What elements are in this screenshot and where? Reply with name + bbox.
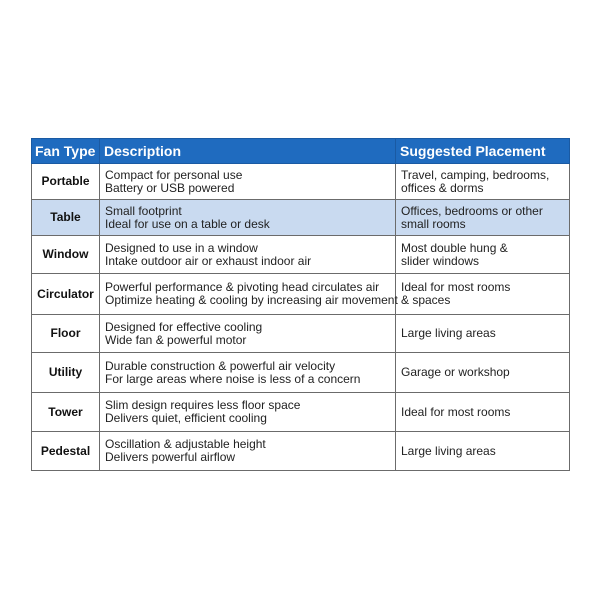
description-line: Battery or USB powered — [105, 180, 235, 195]
placement-line: offices & dorms — [401, 180, 484, 195]
fan-type-cell: Tower — [32, 393, 100, 432]
table-row — [32, 274, 570, 315]
description-line: Compact for personal use — [105, 167, 243, 182]
table-row — [32, 432, 570, 471]
header-fan-type: Fan Type — [32, 139, 100, 164]
placement-line: Offices, bedrooms or other — [401, 203, 543, 218]
fan-type-cell: Floor — [32, 315, 100, 353]
description-cell — [100, 164, 396, 200]
table-row — [32, 393, 570, 432]
placement-cell — [396, 200, 570, 236]
placement-line: Garage or workshop — [401, 365, 510, 379]
placement-cell — [396, 274, 570, 315]
placement-line: Ideal for most rooms — [401, 404, 511, 419]
table-row — [32, 236, 570, 274]
placement-line: Ideal for most rooms — [401, 280, 511, 294]
placement-cell — [396, 353, 570, 393]
table-row — [32, 164, 570, 200]
placement-line: & spaces — [401, 293, 451, 307]
header-description: Description — [100, 139, 396, 164]
fan-type-table — [31, 138, 570, 471]
description-line: Delivers quiet, efficient cooling — [105, 411, 267, 425]
table-body — [32, 164, 570, 471]
description-line: Designed for effective cooling — [105, 319, 263, 334]
placement-cell — [396, 315, 570, 353]
placement-cell — [396, 164, 570, 200]
placement-line: Large living areas — [401, 326, 496, 340]
description-line: For large areas where noise is less of a concern — [105, 371, 361, 386]
header-row — [32, 139, 570, 164]
table-row — [32, 315, 570, 353]
description-cell — [100, 432, 396, 471]
description-cell — [100, 200, 396, 236]
header-suggested-placement: Suggested Placement — [396, 139, 570, 164]
description-line: Powerful performance & pivoting head circulates air — [105, 280, 380, 294]
description-cell — [100, 353, 396, 393]
description-line: Ideal for use on a table or desk — [105, 216, 270, 231]
placement-cell — [396, 393, 570, 432]
description-line: Delivers powerful airflow — [105, 450, 236, 464]
placement-cell — [396, 236, 570, 274]
placement-line: Large living areas — [401, 443, 496, 458]
fan-type-cell: Table — [32, 200, 100, 236]
description-line: Slim design requires less floor space — [105, 398, 301, 412]
fan-type-cell: Window — [32, 236, 100, 274]
placement-line: Travel, camping, bedrooms, — [401, 167, 550, 182]
description-line: Intake outdoor air or exhaust indoor air — [105, 253, 312, 268]
fan-type-cell: Pedestal — [32, 432, 100, 471]
description-line: Wide fan & powerful motor — [105, 332, 247, 347]
description-line: Oscillation & adjustable height — [105, 437, 266, 451]
description-cell — [100, 236, 396, 274]
placement-line: slider windows — [401, 253, 480, 268]
description-cell — [100, 274, 396, 315]
placement-line: Most double hung & — [401, 240, 508, 255]
description-line: Optimize heating & cooling by increasing air movement — [105, 293, 398, 307]
description-line: Durable construction & powerful air velocity — [105, 358, 336, 373]
table-row — [32, 353, 570, 393]
description-line: Small footprint — [105, 203, 182, 218]
description-cell — [100, 315, 396, 353]
fan-type-cell: Portable — [32, 164, 100, 200]
fan-type-cell: Utility — [32, 353, 100, 393]
table-row-highlighted — [32, 200, 570, 236]
description-cell — [100, 393, 396, 432]
placement-cell — [396, 432, 570, 471]
fan-type-cell: Circulator — [32, 274, 100, 315]
placement-line: small rooms — [401, 216, 466, 231]
description-line: Designed to use in a window — [105, 240, 258, 255]
table-header — [32, 139, 570, 164]
